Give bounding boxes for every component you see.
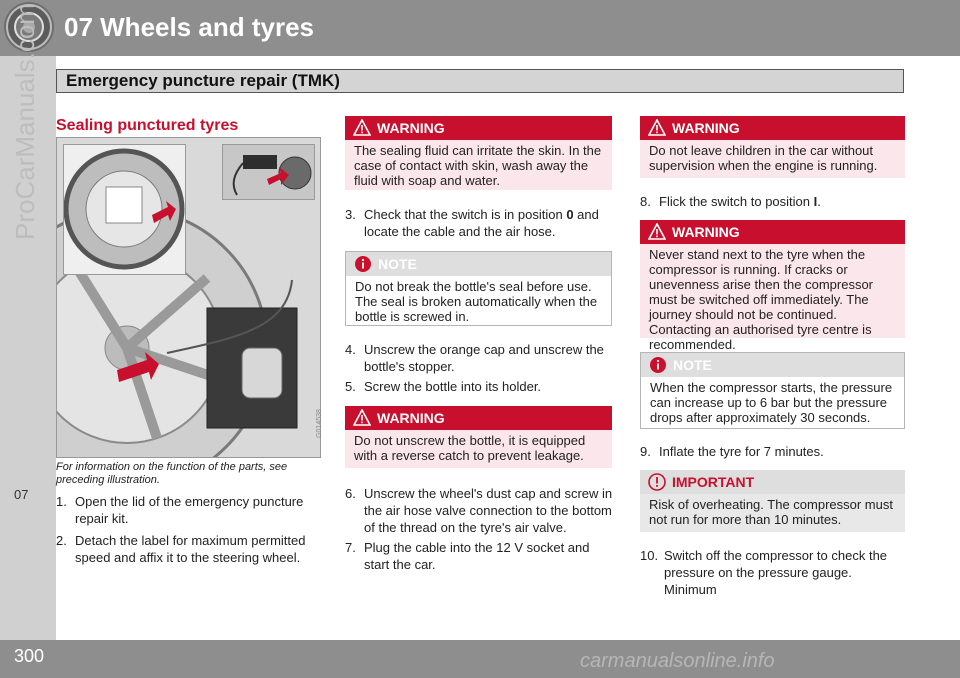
step-text: Switch off the compressor to check the pressure on the pressure gauge. Minimum [664, 548, 888, 597]
list-item [640, 547, 905, 597]
warning-box [345, 116, 612, 190]
note-header [346, 252, 611, 276]
list-item [56, 493, 318, 527]
warning-triangle-icon [353, 409, 371, 427]
step-text: Inflate the tyre for 7 minutes. [659, 444, 824, 459]
step-text: Detach the label for maximum permitted speed and affix it to the steering wheel. [75, 533, 306, 565]
list-item [345, 485, 615, 536]
info-icon [649, 356, 667, 374]
warning-triangle-icon [648, 119, 666, 137]
warning-header [345, 406, 612, 430]
note-text: When the compressor starts, the pressure can increase up to 6 bar but the pressure drops after approximately 30 seconds. [650, 380, 893, 425]
warning-text: The sealing fluid can irritate the skin. In the case of contact with skin, wash away the fluid with soap and water. [354, 143, 602, 188]
warning-triangle-icon [648, 223, 666, 241]
socket-inset [222, 144, 315, 200]
sidebar-chapter-number: 07 [14, 487, 29, 502]
step-number: 1. [56, 494, 67, 509]
step-text: Check that the switch is in position 0 and locate the cable and the air hose. [364, 207, 599, 239]
warning-text: Never stand next to the tyre when the compressor is running. If cracks or unevenness arise then the compressor must be switched off immediately. The journey should not be continued. Contacting an authorised tyre centre is recommended. [649, 247, 874, 352]
page-number: 300 [14, 646, 45, 666]
note-header [641, 353, 904, 377]
step-number: 6. [345, 486, 356, 501]
important-box [640, 470, 905, 532]
list-item [56, 532, 318, 566]
note-text: Do not break the bottle's seal before use. The seal is broken automatically when the bottle is screwed in. [355, 279, 598, 324]
important-label: IMPORTANT [672, 474, 755, 490]
step-text: Plug the cable into the 12 V socket and start the car. [364, 540, 590, 572]
warning-label: WARNING [672, 224, 740, 240]
step-number: 4. [345, 342, 356, 357]
note-label: NOTE [673, 357, 712, 373]
warning-box [345, 406, 612, 468]
figure-caption: For information on the function of the parts, see preceding illustration. [56, 461, 288, 486]
note-box [345, 251, 612, 326]
warning-text: Do not leave children in the car without supervision when the engine is running. [649, 143, 878, 173]
note-label: NOTE [378, 256, 417, 272]
step-number: 8. [640, 194, 651, 209]
step-text: Flick the switch to position I. [659, 194, 821, 209]
note-box [640, 352, 905, 429]
step-text: Unscrew the wheel's dust cap and screw in the air hose valve connection to the bottom of the thread on the tyre's air valve. [364, 486, 613, 535]
chapter-title: 07 Wheels and tyres [64, 12, 314, 42]
warning-box [640, 220, 905, 352]
list-item [345, 539, 615, 573]
section-title: Emergency puncture repair (TMK) [66, 71, 340, 90]
list-item [345, 206, 615, 240]
footer-bar [0, 640, 960, 678]
figure-code: G014538 [315, 409, 323, 438]
important-text: Risk of overheating. The compressor must not run for more than 10 minutes. [649, 497, 893, 527]
list-item [345, 341, 615, 375]
info-icon [354, 255, 372, 273]
side-watermark: ProCarManuals.com [10, 3, 40, 240]
step-number: 5. [345, 379, 356, 394]
step-number: 10. [640, 548, 659, 563]
exclamation-icon [648, 473, 666, 491]
important-header [640, 470, 905, 494]
warning-label: WARNING [377, 410, 445, 426]
step-number: 2. [56, 533, 67, 548]
steering-wheel-inset [63, 144, 186, 275]
warning-header [640, 220, 905, 244]
warning-text: Do not unscrew the bottle, it is equipped with a reverse catch to prevent leakage. [354, 433, 586, 463]
warning-triangle-icon [353, 119, 371, 137]
footer-watermark: carmanualsonline.info [580, 650, 775, 672]
warning-header [345, 116, 612, 140]
warning-box [640, 116, 905, 178]
list-item [640, 193, 905, 210]
step-number: 7. [345, 540, 356, 555]
list-item [640, 443, 905, 460]
step-number: 9. [640, 444, 651, 459]
step-number: 3. [345, 207, 356, 222]
warning-label: WARNING [672, 120, 740, 136]
warning-label: WARNING [377, 120, 445, 136]
step-text: Screw the bottle into its holder. [364, 379, 542, 394]
list-item [345, 378, 615, 395]
warning-header [640, 116, 905, 140]
step-text: Open the lid of the emergency puncture repair kit. [75, 494, 304, 526]
step-text: Unscrew the orange cap and unscrew the bottle's stopper. [364, 342, 604, 374]
sub-heading: Sealing punctured tyres [56, 117, 239, 134]
